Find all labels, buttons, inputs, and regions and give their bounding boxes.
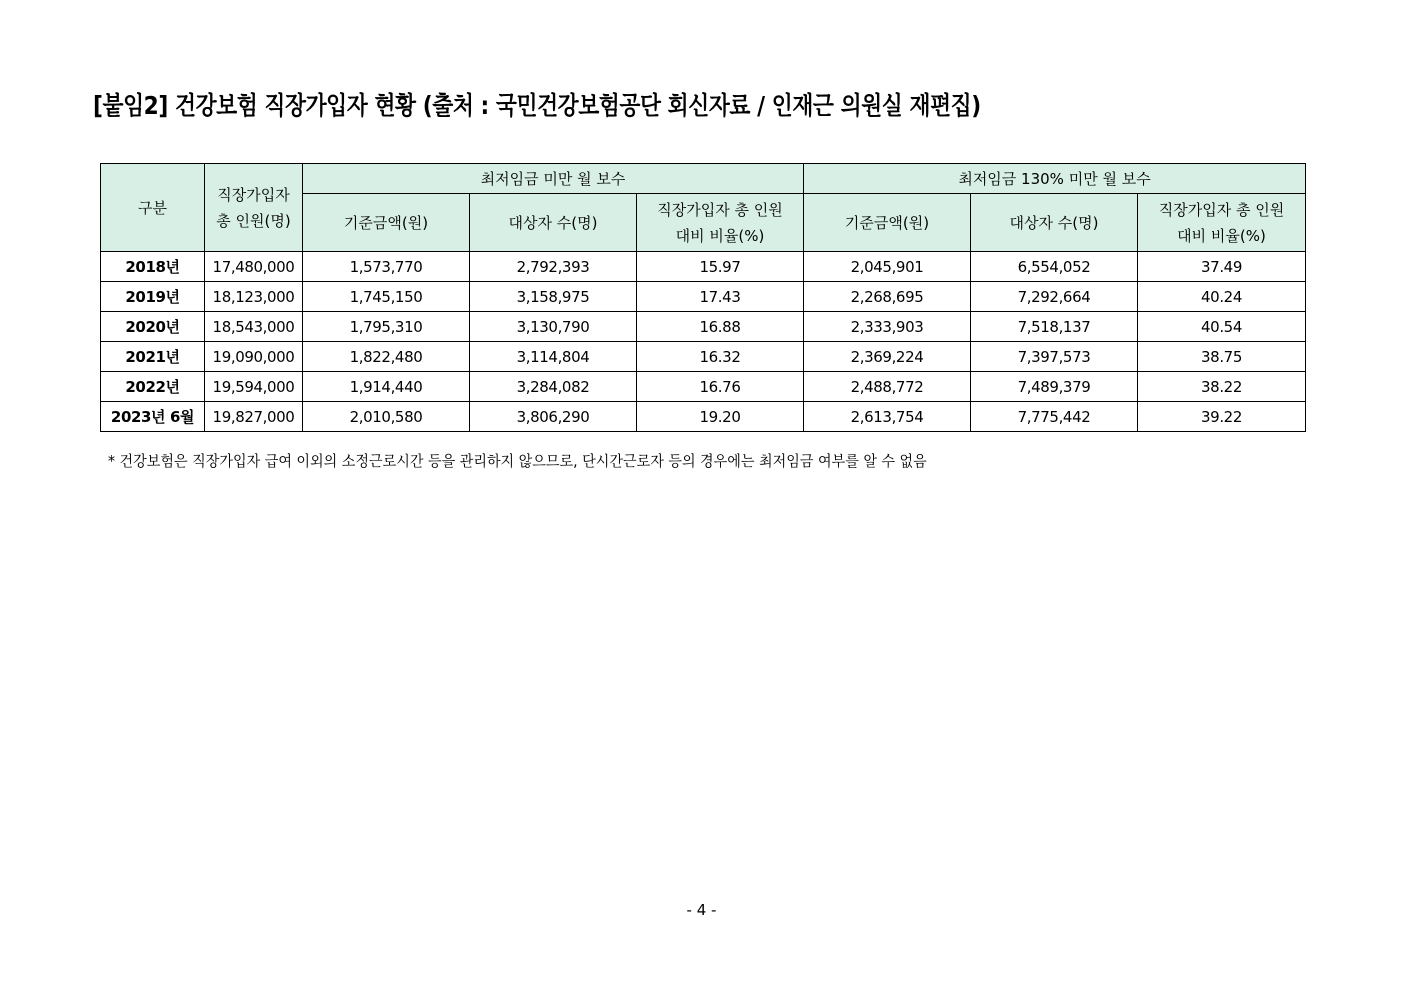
cell-g1-count: 2,792,393 [470,252,637,282]
cell-year: 2023년 6월 [101,402,205,432]
header-g2-target-count: 대상자 수(명) [971,194,1138,252]
cell-g1-base: 1,573,770 [303,252,470,282]
cell-total: 17,480,000 [205,252,303,282]
cell-g1-ratio: 16.76 [637,372,804,402]
cell-g2-ratio: 38.22 [1138,372,1306,402]
cell-g1-count: 3,806,290 [470,402,637,432]
cell-total: 19,827,000 [205,402,303,432]
cell-g2-ratio: 40.54 [1138,312,1306,342]
cell-g1-ratio: 17.43 [637,282,804,312]
cell-g1-ratio: 16.88 [637,312,804,342]
cell-g2-count: 6,554,052 [971,252,1138,282]
header-group-below-130-min-wage: 최저임금 130% 미만 월 보수 [804,164,1306,194]
cell-g2-base: 2,488,772 [804,372,971,402]
cell-g1-ratio: 16.32 [637,342,804,372]
cell-g2-base: 2,613,754 [804,402,971,432]
header-g2-ratio-text: 직장가입자 총 인원 대비 비율(%) [1158,200,1285,245]
cell-g1-ratio: 15.97 [637,252,804,282]
cell-g2-base: 2,369,224 [804,342,971,372]
cell-g2-ratio: 37.49 [1138,252,1306,282]
table-row [101,342,1306,372]
cell-g2-count: 7,518,137 [971,312,1138,342]
cell-g1-base: 1,745,150 [303,282,470,312]
header-category: 구분 [101,164,205,252]
footnote: * 건강보험은 직장가입자 급여 이외의 소정근로시간 등을 관리하지 않으므로, 단시간근로자 등의 경우에는 최저임금 여부를 알 수 없음 [108,452,927,470]
cell-g1-base: 1,795,310 [303,312,470,342]
cell-g1-count: 3,114,804 [470,342,637,372]
table-row [101,252,1306,282]
page-number: - 4 - [686,901,717,919]
cell-g2-count: 7,775,442 [971,402,1138,432]
header-total-members [205,164,303,252]
cell-total: 18,543,000 [205,312,303,342]
cell-g2-count: 7,292,664 [971,282,1138,312]
cell-g2-ratio: 38.75 [1138,342,1306,372]
cell-g1-count: 3,130,790 [470,312,637,342]
header-g1-target-count: 대상자 수(명) [470,194,637,252]
cell-year: 2019년 [101,282,205,312]
cell-year: 2022년 [101,372,205,402]
header-g1-base-amount: 기준금액(원) [303,194,470,252]
table-row [101,402,1306,432]
cell-g2-ratio: 40.24 [1138,282,1306,312]
cell-year: 2021년 [101,342,205,372]
health-insurance-table [100,163,1306,432]
cell-g2-count: 7,397,573 [971,342,1138,372]
table-row [101,372,1306,402]
header-g1-ratio [637,194,804,252]
header-g2-base-amount: 기준금액(원) [804,194,971,252]
cell-g2-base: 2,268,695 [804,282,971,312]
cell-g2-base: 2,333,903 [804,312,971,342]
cell-g2-base: 2,045,901 [804,252,971,282]
document-title: [붙임2] 건강보험 직장가입자 현황 (출처 : 국민건강보험공단 회신자료 / 인재근 의원실 재편집) [93,91,981,120]
cell-g1-base: 1,822,480 [303,342,470,372]
cell-year: 2020년 [101,312,205,342]
cell-total: 19,090,000 [205,342,303,372]
cell-g1-count: 3,158,975 [470,282,637,312]
cell-g2-count: 7,489,379 [971,372,1138,402]
table-row [101,282,1306,312]
cell-total: 18,123,000 [205,282,303,312]
cell-g2-ratio: 39.22 [1138,402,1306,432]
header-g1-ratio-text: 직장가입자 총 인원 대비 비율(%) [657,200,783,245]
header-group-below-min-wage: 최저임금 미만 월 보수 [303,164,804,194]
cell-g1-base: 2,010,580 [303,402,470,432]
header-total-text: 직장가입자 총 인원(명) [216,185,291,230]
cell-g1-count: 3,284,082 [470,372,637,402]
cell-g1-ratio: 19.20 [637,402,804,432]
cell-year: 2018년 [101,252,205,282]
table-row [101,312,1306,342]
cell-g1-base: 1,914,440 [303,372,470,402]
cell-total: 19,594,000 [205,372,303,402]
header-g2-ratio [1138,194,1306,252]
